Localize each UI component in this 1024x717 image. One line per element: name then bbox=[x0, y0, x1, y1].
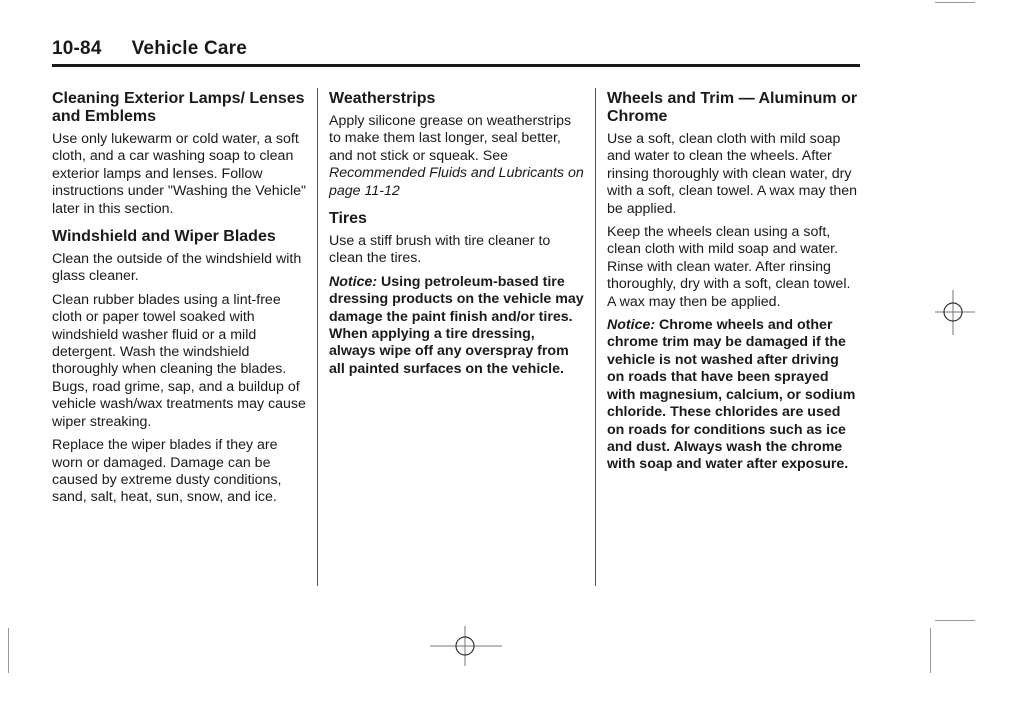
notice-label: Notice: bbox=[329, 273, 378, 290]
page-title: Vehicle Care bbox=[131, 38, 248, 59]
tires-notice bbox=[329, 274, 584, 378]
wheels-paragraph-1: Use a soft, clean cloth with mild soap and water to clean the wheels. After rinsing thoroughly with clean water, dry with a soft, clean towel. A wax may then be applied. bbox=[607, 131, 857, 217]
column-divider-2 bbox=[595, 88, 596, 586]
wiper-paragraph-3: Replace the wiper blades if they are worn or damaged. Damage can be caused by extreme dusty conditions, sand, salt, heat, sun, snow, and ice. bbox=[52, 437, 282, 506]
section-heading-weatherstrips: Weatherstrips bbox=[329, 90, 436, 107]
notice-text: Chrome wheels and other chrome trim may be damaged if the vehicle is not washed after driving on roads that have been sprayed with magnesium, calcium, or sodium chloride. These chlorides are used on roads for conditions such as ice and dust. Always wash the chrome with soap and water after exposure. bbox=[607, 317, 856, 473]
registration-mark-right-icon bbox=[935, 290, 975, 335]
section-heading-tires: Tires bbox=[329, 210, 367, 228]
crop-mark-bottom-left-v bbox=[8, 628, 9, 673]
column-divider-1 bbox=[317, 88, 318, 586]
notice-text: Using petroleum-based tire dressing products on the vehicle may damage the paint finish and/or tires. When applying a tire dressing, always wipe off any overspray from all painted surfaces on the vehicle. bbox=[329, 273, 584, 377]
section-body-exterior-lamps: Use only lukewarm or cold water, a soft cloth, and a car washing soap to clean exterior lamps and lenses. Follow instructions under "Washing the Vehicle" later in this section. bbox=[52, 131, 307, 217]
crop-mark-bottom-right-h bbox=[935, 620, 975, 621]
section-body-tires: Use a stiff brush with tire cleaner to clean the tires. bbox=[329, 233, 551, 267]
header-rule bbox=[52, 64, 860, 67]
registration-mark-bottom-icon bbox=[430, 626, 502, 666]
crop-mark-top-right bbox=[935, 2, 975, 3]
section-heading-wheels-trim: Wheels and Trim — Aluminum or Chrome bbox=[607, 90, 858, 125]
notice-label: Notice: bbox=[607, 317, 656, 334]
column-1 bbox=[52, 90, 307, 513]
column-2 bbox=[329, 90, 584, 384]
section-heading-wiper-blades: Windshield and Wiper Blades bbox=[52, 228, 276, 246]
weatherstrips-text: Apply silicone grease on weatherstrips to make them last longer, seal better, and not stick or squeak. See bbox=[329, 113, 572, 164]
crop-mark-bottom-right-v bbox=[930, 628, 931, 673]
section-body-weatherstrips bbox=[329, 113, 584, 200]
page-header bbox=[52, 38, 247, 60]
cross-reference-link[interactable]: Recommended Fluids and Lubricants on page 11-12 bbox=[329, 165, 584, 199]
wiper-paragraph-2: Clean rubber blades using a lint-free cloth or paper towel soaked with windshield washer fluid or a mild detergent. Wash the windshield thoroughly when cleaning the blades. Bugs, road grime, sap, and a buildup of vehicle wash/wax treatments may cause wiper streaking. bbox=[52, 291, 306, 430]
section-heading-exterior-lamps: Cleaning Exterior Lamps/ Lenses and Emblems bbox=[52, 90, 305, 125]
column-3 bbox=[607, 90, 860, 480]
wheels-paragraph-2: Keep the wheels clean using a soft, clean cloth with mild soap and water. Rinse with clean water. After rinsing thoroughly, dry with a soft, clean towel. A wax may then be applied. bbox=[607, 224, 851, 310]
wheels-notice bbox=[607, 317, 860, 474]
page-number: 10-84 bbox=[52, 38, 102, 59]
wiper-paragraph-1: Clean the outside of the windshield with glass cleaner. bbox=[52, 251, 302, 285]
